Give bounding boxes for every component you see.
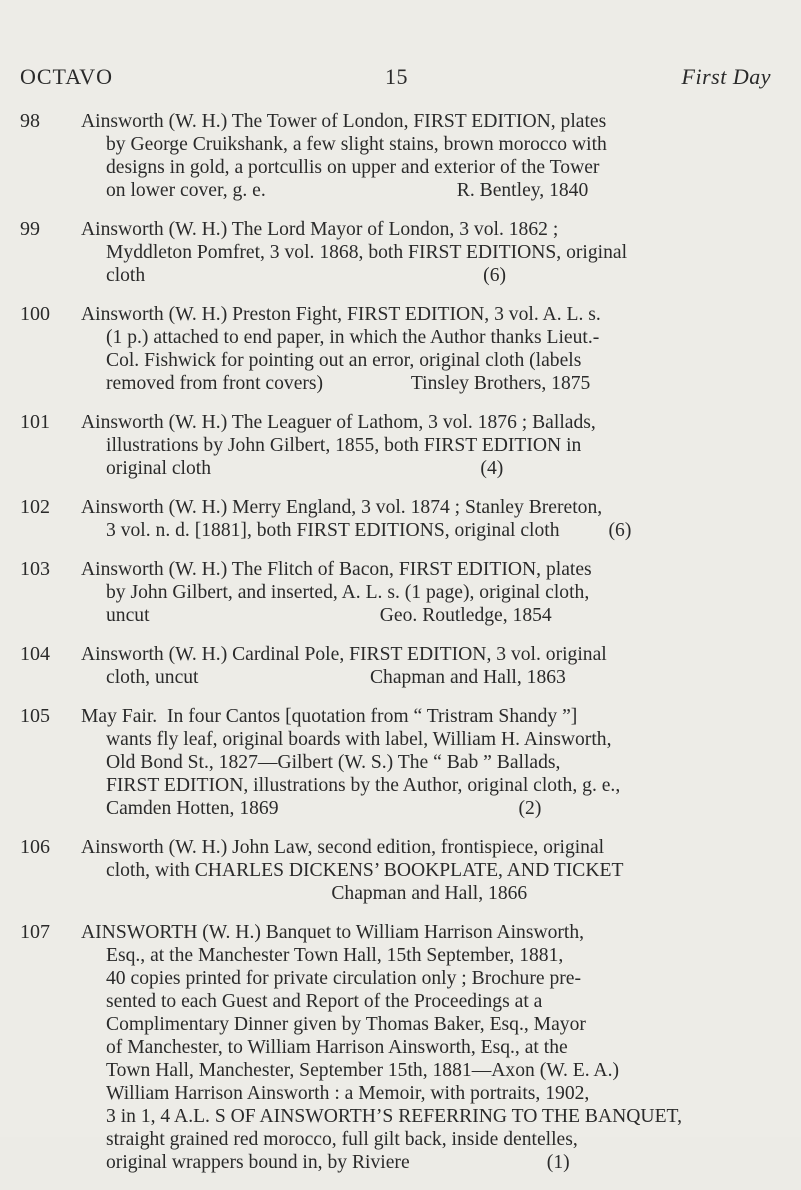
lot-description (81, 218, 771, 287)
lot-number: 105 (20, 705, 50, 727)
lot-entry (0, 836, 801, 905)
lot-description-line: Camden Hotten, 1869 (2) (106, 798, 542, 819)
lot-entry (0, 303, 801, 395)
lot-number: 106 (20, 836, 50, 858)
lot-entry (0, 921, 801, 1174)
lot-number: 100 (20, 303, 50, 325)
lot-description-line: Ainsworth (W. H.) John Law, second edition, frontispiece, original (81, 837, 605, 858)
lot-number: 104 (20, 643, 50, 665)
lot-description-line: 40 copies printed for private circulation only ; Brochure pre- (106, 968, 581, 989)
lot-entry (0, 218, 801, 287)
lot-description-line: designs in gold, a portcullis on upper and exterior of the Tower (106, 157, 600, 178)
lot-description-line: illustrations by John Gilbert, 1855, both FIRST EDITION in (106, 435, 582, 456)
lot-description (81, 303, 771, 395)
lot-description-line: on lower cover, g. e. R. Bentley, 1840 (106, 180, 589, 201)
lot-entry (0, 496, 801, 542)
header-day: First Day (681, 64, 771, 89)
lot-entry (0, 705, 801, 820)
lot-description-line: cloth, with CHARLES DICKENS’ BOOKPLATE, AND TICKET (106, 860, 624, 881)
lot-description (81, 836, 771, 905)
lot-number: 107 (20, 921, 50, 943)
lot-description (81, 496, 771, 542)
header-format: OCTAVO (20, 64, 114, 89)
lot-description-line: of Manchester, to William Harrison Ainsworth, Esq., at the (106, 1037, 568, 1058)
lot-description-line: Ainsworth (W. H.) The Tower of London, FIRST EDITION, plates (81, 111, 607, 132)
lot-description (81, 705, 771, 820)
lot-entry (0, 110, 801, 202)
lot-description (81, 110, 771, 202)
lot-description-line: Town Hall, Manchester, September 15th, 1881—Axon (W. E. A.) (106, 1060, 619, 1081)
lot-description-line: 3 vol. n. d. [1881], both FIRST EDITIONS, original cloth (6) (106, 520, 632, 541)
lot-description-line: original cloth (4) (106, 458, 504, 479)
page-number: 15 (385, 64, 408, 89)
lot-description-line: Ainsworth (W. H.) Cardinal Pole, FIRST EDITION, 3 vol. original (81, 644, 607, 665)
lot-entry (0, 411, 801, 480)
lot-description-line: (1 p.) attached to end paper, in which the Author thanks Lieut.- (106, 327, 600, 348)
lot-description (81, 643, 771, 689)
lot-number: 99 (20, 218, 40, 240)
lot-description-line: cloth (6) (106, 265, 507, 286)
lot-description (81, 921, 771, 1174)
lot-description (81, 411, 771, 480)
lot-description-line: original wrappers bound in, by Riviere (1) (106, 1152, 570, 1173)
lot-description-line: Ainsworth (W. H.) The Leaguer of Lathom, 3 vol. 1876 ; Ballads, (81, 412, 596, 433)
lot-description-line: Complimentary Dinner given by Thomas Baker, Esq., Mayor (106, 1014, 586, 1035)
lot-description-line: Ainsworth (W. H.) Merry England, 3 vol. 1874 ; Stanley Brereton, (81, 497, 603, 518)
page-header (0, 64, 801, 94)
lot-number: 102 (20, 496, 50, 518)
lot-description-line: by John Gilbert, and inserted, A. L. s. (1 page), original cloth, (106, 582, 590, 603)
lot-description-line: by George Cruikshank, a few slight stains, brown morocco with (106, 134, 607, 155)
lot-description-line: 3 in 1, 4 A.L. S OF AINSWORTH’S REFERRING TO THE BANQUET, (106, 1106, 682, 1127)
lot-number: 98 (20, 110, 40, 132)
lot-description-line: AINSWORTH (W. H.) Banquet to William Harrison Ainsworth, (81, 922, 585, 943)
lot-description-line: sented to each Guest and Report of the Proceedings at a (106, 991, 543, 1012)
lot-description-line: William Harrison Ainsworth : a Memoir, with portraits, 1902, (106, 1083, 590, 1104)
lot-description-line: cloth, uncut Chapman and Hall, 1863 (106, 667, 566, 688)
lot-entry (0, 643, 801, 689)
lot-description-line: FIRST EDITION, illustrations by the Author, original cloth, g. e., (106, 775, 621, 796)
lot-description-line: Col. Fishwick for pointing out an error, original cloth (labels (106, 350, 582, 371)
lot-description-line: Myddleton Pomfret, 3 vol. 1868, both FIRST EDITIONS, original (106, 242, 628, 263)
lot-entry (0, 558, 801, 627)
lot-description-line: straight grained red morocco, full gilt back, inside dentelles, (106, 1129, 578, 1150)
lot-description-line: Old Bond St., 1827—Gilbert (W. S.) The “ Bab ” Ballads, (106, 752, 561, 773)
lot-description-line: May Fair. In four Cantos [quotation from “ Tristram Shandy ”] (81, 706, 578, 727)
lot-description-line: Ainsworth (W. H.) The Flitch of Bacon, FIRST EDITION, plates (81, 559, 592, 580)
lot-description-line: Ainsworth (W. H.) The Lord Mayor of London, 3 vol. 1862 ; (81, 219, 559, 240)
lot-description-line: Ainsworth (W. H.) Preston Fight, FIRST EDITION, 3 vol. A. L. s. (81, 304, 601, 325)
lot-number: 103 (20, 558, 50, 580)
lot-description-line: wants fly leaf, original boards with label, William H. Ainsworth, (106, 729, 612, 750)
lot-number: 101 (20, 411, 50, 433)
lot-description (81, 558, 771, 627)
lot-description-line: uncut Geo. Routledge, 1854 (106, 605, 552, 626)
lot-description-line: Chapman and Hall, 1866 (106, 883, 528, 904)
lot-description-line: Esq., at the Manchester Town Hall, 15th September, 1881, (106, 945, 564, 966)
lot-list (0, 110, 801, 1190)
lot-description-line: removed from front covers) Tinsley Brothers, 1875 (106, 373, 591, 394)
